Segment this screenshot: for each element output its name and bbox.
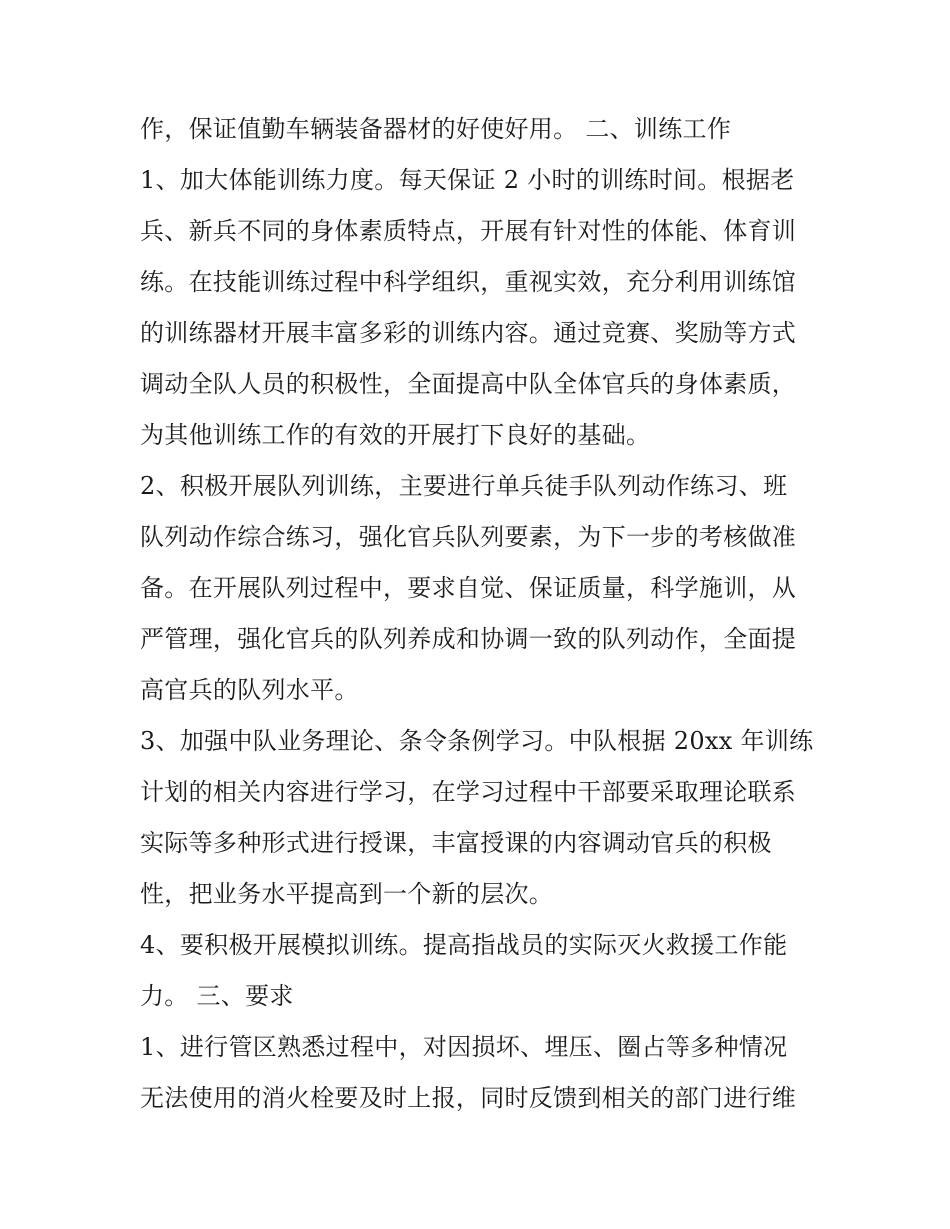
text-line: 严管理，强化官兵的队列养成和协调一致的队列动作，全面提 — [140, 625, 797, 653]
text-line: 兵、新兵不同的身体素质特点，开展有针对性的体能、体育训 — [140, 217, 797, 245]
text-line: 4、要积极开展模拟训练。提高指战员的实际灭火救援工作能 — [140, 931, 788, 959]
text-line: 的训练器材开展丰富多彩的训练内容。通过竞赛、奖励等方式 — [140, 319, 797, 347]
text-line: 1、加大体能训练力度。每天保证 2 小时的训练时间。根据老 — [140, 166, 795, 194]
text-line: 调动全队人员的积极性，全面提高中队全体官兵的身体素质， — [140, 370, 797, 398]
text-line: 无法使用的消火栓要及时上报，同时反馈到相关的部门进行维 — [140, 1084, 797, 1112]
text-line: 队列动作综合练习，强化官兵队列要素，为下一步的考核做准 — [140, 523, 797, 551]
text-line: 练。在技能训练过程中科学组织，重视实效，充分利用训练馆 — [140, 268, 797, 296]
text-line: 备。在开展队列过程中，要求自觉、保证质量，科学施训，从 — [140, 574, 797, 602]
text-line: 作，保证值勤车辆装备器材的好使好用。 二、训练工作 — [140, 115, 732, 143]
text-line: 高官兵的队列水平。 — [140, 676, 359, 704]
text-line: 性，把业务水平提高到一个新的层次。 — [140, 880, 554, 908]
text-line: 实际等多种形式进行授课，丰富授课的内容调动官兵的积极 — [140, 829, 772, 857]
text-line: 计划的相关内容进行学习，在学习过程中干部要采取理论联系 — [140, 778, 797, 806]
body-text — [140, 104, 830, 1124]
text-line: 为其他训练工作的有效的开展打下良好的基础。 — [140, 421, 651, 449]
text-line: 力。 三、要求 — [140, 982, 294, 1010]
text-line: 3、加强中队业务理论、条令条例学习。中队根据 20xx 年训练 — [140, 727, 814, 755]
text-line: 1、进行管区熟悉过程中，对因损坏、埋压、圈占等多种情况 — [140, 1033, 788, 1061]
text-line: 2、积极开展队列训练，主要进行单兵徒手队列动作练习、班 — [140, 472, 788, 500]
